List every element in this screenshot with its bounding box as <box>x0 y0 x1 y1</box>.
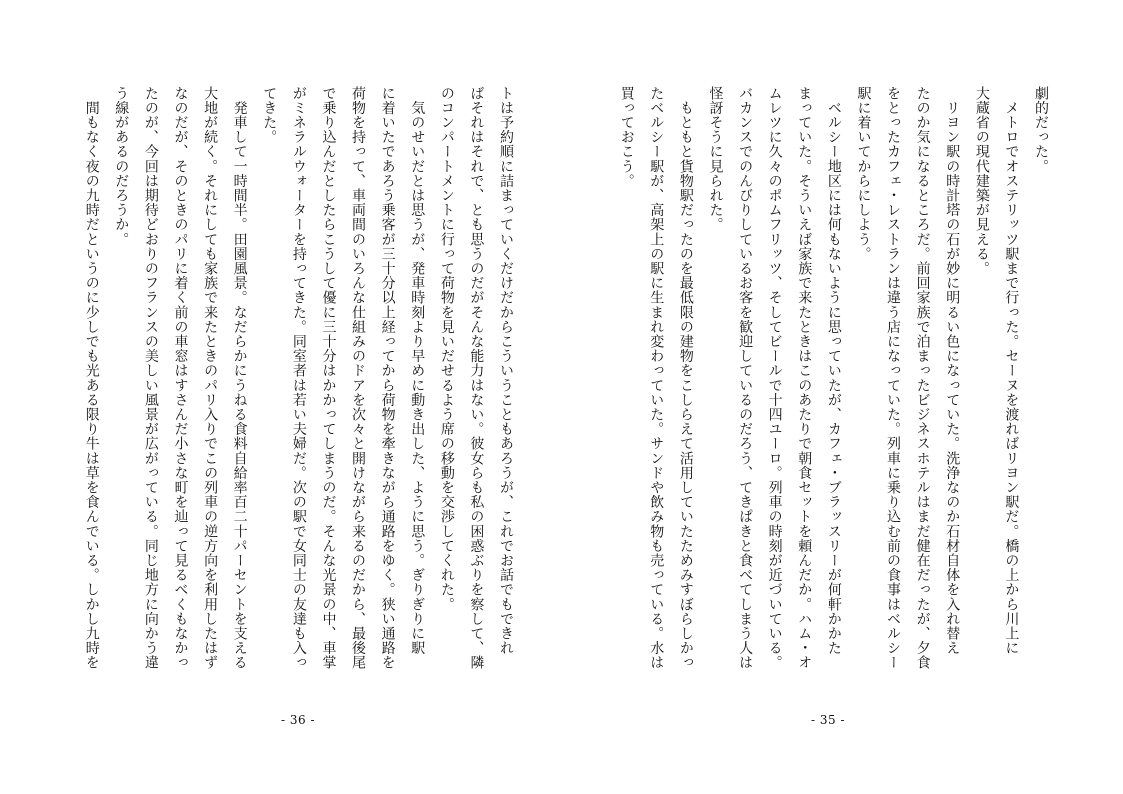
right-page-number: - 35 - <box>810 713 845 727</box>
left-page-body-text: トは予約順に詰まっていくだけだからこういうこともあろうが、これでお話でもできれ ばそれはそれで、とも思うのだがそんな能力はない。彼女らも私の困惑ぶりを察して、隣 のコンパートメントに行って荷物を見いだせるよう席の移動を交渉してくれた。 気のせいだとは思うが、発車時刻より早めに動き出した、ように思う。ぎりぎりに駅 に着いたであろう乗客が三十分以上経ってから荷物を牽きながら通路をゆく。狭い通路を 荷物を持って、車両間のいろんな仕組みのドアを次々と開けながら来るのだから、最後尾 で乗り込んだとしたらこうして優に三十分はかかってしまうのだ。そんな光景の中、車掌 がミネラルウォーターを持ってきた。同室者は若い夫婦だ。次の駅で女同士の友達も入っ てきた。 発車して一時間半。田園風景。なだらかにうねる食料自給率百二十パーセントを支える 大地が続く。それにしても家族で来たときのパリ入りでこの列車の逆方向を利用したはず なのだが、そのときのパリに着く前の車窓はすさんだ小さな町を辿って見るべくもなかっ たのが、今回は期待どおりのフランスの美しい風景が広がっている。同じ地方に向かう違 う線があるのだろうか。 間もなく夜の九時だというのに少しでも光ある限り牛は草を食んでいる。しかし九時を <box>83 86 514 670</box>
left-page-number: - 36 - <box>280 713 315 727</box>
right-page <box>561 0 1123 794</box>
right-page-body-text: 劇的だった。 メトロでオステリッツ駅まで行った。セーヌを渡ればリヨン駅だ。橋の上から川上に 大蔵省の現代建築が見える。 リヨン駅の時計塔の石が妙に明るい色になっていた。洗浄なのか石材自体を入れ替え たのか気になるところだ。前回家族で泊まったビジネスホテルはまだ健在だったが、夕食 をとったカフェ・レストランは違う店になっていた。列車に乗り込む前の食事はベルシー 駅に着いてからにしよう。 ベルシー地区には何もないように思っていたが、カフェ・ブラッスリーが何軒かかた まっていた。そういえば家族で来たときはこのあたりで朝食セットを頼んだか。ハム・オ ムレツに久々のポムフリッツ、そしてビールで十四ユーロ。列車の時刻が近づいている。 バカンスでのんびりしているお客を歓迎しているのだろう、てきぱきと食べてしまう人は 怪訝そうに見られた。 もともと貨物駅だったのを最低限の建物をこしらえて活用していたためみすぼらしかっ たベルシー駅が、高架上の駅に生まれ変わっていた。サンドや飲み物も売っている。水は 買っておこう。 <box>618 86 1049 670</box>
left-page <box>0 0 561 794</box>
